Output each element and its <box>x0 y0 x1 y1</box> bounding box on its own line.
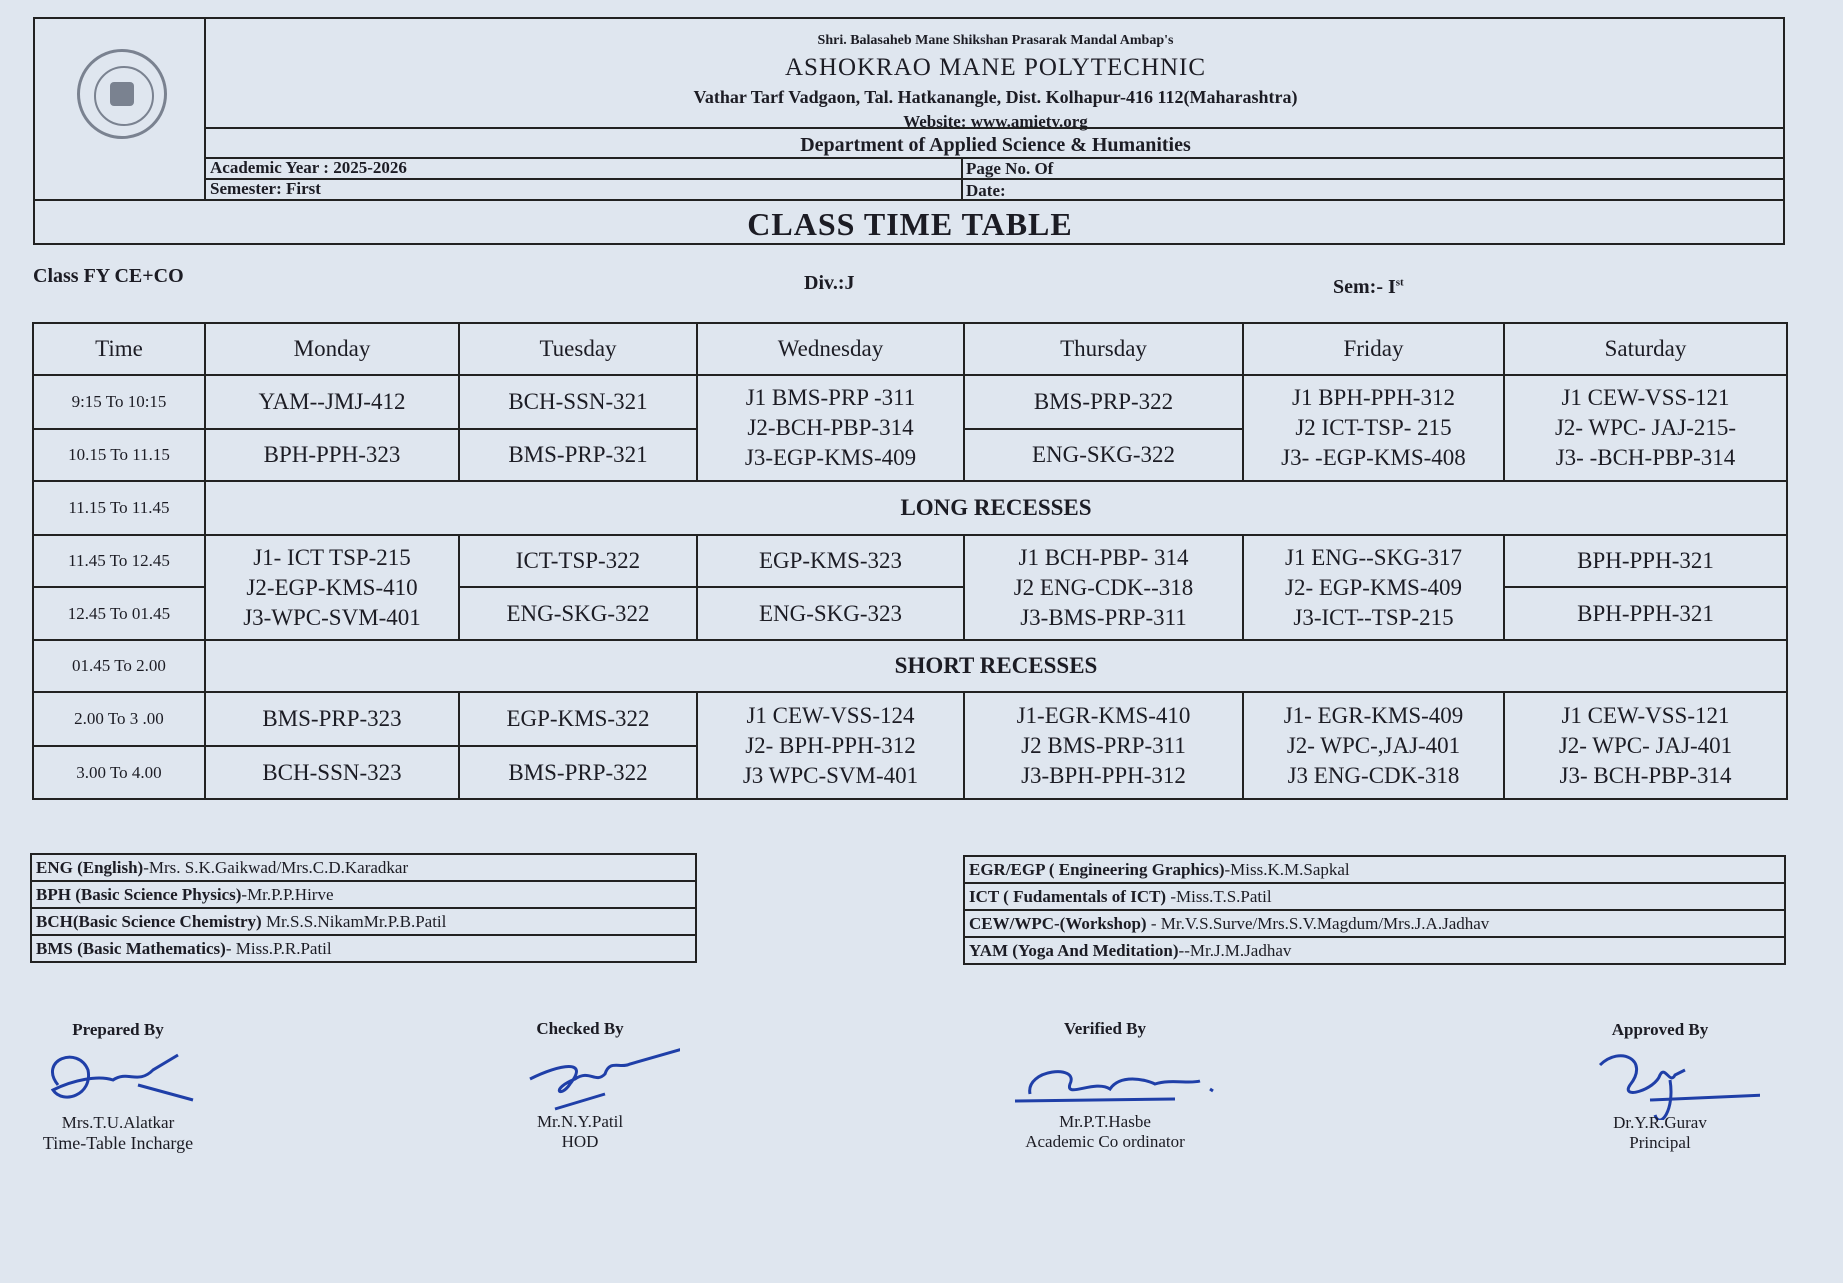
signature-checked <box>480 1019 680 1152</box>
signatory-role: Time-Table Incharge <box>42 1133 194 1153</box>
batch-entry: J2- EGP-KMS-409 <box>1285 574 1462 600</box>
signature-scribble-icon <box>18 1040 218 1120</box>
teacher-name: Mr.S.S.NikamMr.P.B.Patil <box>261 911 447 931</box>
batch-entry: J2- WPC- JAJ-401 <box>1558 732 1733 758</box>
batch-entry: J3- BCH-PBP-314 <box>1559 762 1732 788</box>
subject-code: ENG (English) <box>36 857 144 877</box>
signature-title: Prepared By <box>72 1020 164 1039</box>
tuesday-slot: EGP-KMS-322 <box>459 692 697 746</box>
batch-entry: J3-BMS-PRP-311 <box>1020 604 1187 630</box>
header-friday: Friday <box>1243 323 1504 375</box>
signature-title: Checked By <box>536 1019 624 1038</box>
time-slot: 3.00 To 4.00 <box>33 746 205 799</box>
table-row <box>33 375 1787 429</box>
batch-entry: J2 BMS-PRP-311 <box>1021 732 1186 758</box>
teacher-name: -Miss.T.S.Patil <box>1166 886 1272 906</box>
subject-code: CEW/WPC-(Workshop) <box>969 913 1147 933</box>
signature-title: Verified By <box>1063 1019 1146 1038</box>
time-slot: 12.45 To 01.45 <box>33 587 205 640</box>
page-number: Page No. Of <box>966 159 1054 178</box>
subject-code: YAM (Yoga And Meditation) <box>969 940 1179 960</box>
class-label: Class FY CE+CO <box>33 265 184 287</box>
signatory-role: Principal <box>1629 1133 1691 1152</box>
subject-code: BPH (Basic Science Physics) <box>36 884 242 904</box>
department-name: Department of Applied Science & Humanities <box>800 134 1191 156</box>
signatory-role: HOD <box>561 1132 599 1151</box>
wednesday-slot: ENG-SKG-323 <box>697 587 964 640</box>
teacher-name: -Mr.P.P.Hirve <box>241 884 334 904</box>
monday-slot: BCH-SSN-323 <box>205 746 459 799</box>
batch-entry: J1 ENG--SKG-317 <box>1285 544 1462 570</box>
batch-entry: J1- EGR-KMS-409 <box>1283 702 1464 728</box>
timetable <box>32 322 1788 800</box>
legend-row <box>964 856 1785 883</box>
batch-entry: J3- -BCH-PBP-314 <box>1555 445 1736 470</box>
time-slot: 9:15 To 10:15 <box>33 375 205 429</box>
thursday-slot: ENG-SKG-322 <box>964 429 1243 481</box>
time-slot: 11.45 To 12.45 <box>33 535 205 587</box>
signature-title: Approved By <box>1611 1020 1709 1039</box>
teacher-name: --Mr.J.M.Jadhav <box>1178 940 1292 960</box>
header-monday: Monday <box>205 323 459 375</box>
wednesday-lab-slot <box>697 692 964 799</box>
saturday-lab-slot <box>1504 375 1787 481</box>
subject-code: BCH(Basic Science Chemistry) <box>36 911 262 931</box>
signature-scribble-icon <box>480 1039 680 1119</box>
saturday-lab-slot <box>1504 692 1787 799</box>
saturday-slot: BPH-PPH-321 <box>1504 587 1787 640</box>
document-title: CLASS TIME TABLE <box>747 206 1073 242</box>
signature-approved <box>1560 1020 1760 1153</box>
time-slot: 2.00 To 3 .00 <box>33 692 205 746</box>
short-recess: SHORT RECESSES <box>205 640 1787 692</box>
teacher-name: -Mrs. S.K.Gaikwad/Mrs.C.D.Karadkar <box>143 857 409 877</box>
legend-row <box>31 908 696 935</box>
document-header <box>33 17 1785 245</box>
legend-row <box>964 937 1785 964</box>
signatory-role: Academic Co ordinator <box>1025 1132 1185 1151</box>
batch-entry: J2 ICT-TSP- 215 <box>1295 415 1452 440</box>
tuesday-slot: ICT-TSP-322 <box>459 535 697 587</box>
batch-entry: J3 WPC-SVM-401 <box>742 762 919 788</box>
saturday-slot: BPH-PPH-321 <box>1504 535 1787 587</box>
batch-entry: J3-WPC-SVM-401 <box>243 604 421 630</box>
institute-website: Website: www.amietv.org <box>903 112 1088 131</box>
batch-entry: J1 CEW-VSS-121 <box>1561 385 1730 410</box>
date-field: Date: <box>966 181 1006 200</box>
signature-prepared <box>18 1020 218 1154</box>
batch-entry: J2 ENG-CDK--318 <box>1013 574 1194 600</box>
batch-entry: J2- WPC- JAJ-215- <box>1554 415 1737 440</box>
batch-entry: J1 BPH-PPH-312 <box>1292 385 1455 410</box>
trust-name: Shri. Balasaheb Mane Shikshan Prasarak Mandal Ambap's <box>817 33 1174 48</box>
batch-entry: J1 CEW-VSS-121 <box>1561 702 1730 728</box>
batch-entry: J1-EGR-KMS-410 <box>1016 702 1191 728</box>
teacher-name: - Mr.V.S.Surve/Mrs.S.V.Magdum/Mrs.J.A.Jadhav <box>1146 913 1490 933</box>
friday-lab-slot <box>1243 535 1504 640</box>
institute-name: ASHOKRAO MANE POLYTECHNIC <box>784 54 1207 81</box>
batch-entry: J2-BCH-PBP-314 <box>747 415 914 440</box>
batch-entry: J1 CEW-VSS-124 <box>746 702 915 728</box>
monday-slot: BMS-PRP-323 <box>205 692 459 746</box>
friday-lab-slot <box>1243 375 1504 481</box>
legend-row <box>964 883 1785 910</box>
header-thursday: Thursday <box>964 323 1243 375</box>
monday-slot: BPH-PPH-323 <box>205 429 459 481</box>
batch-entry: J1- ICT TSP-215 <box>253 544 411 570</box>
legend-row <box>964 910 1785 937</box>
institute-logo-icon <box>77 49 167 139</box>
batch-entry: J3 ENG-CDK-318 <box>1287 762 1460 788</box>
legend-row <box>31 881 696 908</box>
signatory-name: Mr.N.Y.Patil <box>536 1112 624 1131</box>
signature-scribble-icon <box>985 1039 1225 1119</box>
recess-row <box>33 640 1787 692</box>
subject-code: BMS (Basic Mathematics) <box>36 938 226 958</box>
time-slot: 01.45 To 2.00 <box>33 640 205 692</box>
batch-entry: J3-ICT--TSP-215 <box>1293 604 1454 630</box>
teacher-name: -Miss.K.M.Sapkal <box>1224 859 1350 879</box>
signature-verified <box>985 1019 1225 1152</box>
batch-entry: J1 BCH-PBP- 314 <box>1018 544 1189 570</box>
monday-lab-slot <box>205 535 459 640</box>
wednesday-lab-slot <box>697 375 964 481</box>
legend-right <box>963 855 1786 965</box>
table-row <box>33 535 1787 587</box>
header-saturday: Saturday <box>1504 323 1787 375</box>
academic-year: Academic Year : 2025-2026 <box>210 158 407 177</box>
teacher-name: - Miss.P.R.Patil <box>225 938 332 958</box>
wednesday-slot: EGP-KMS-323 <box>697 535 964 587</box>
header-time: Time <box>33 323 205 375</box>
time-slot: 11.15 To 11.45 <box>33 481 205 535</box>
table-row <box>33 692 1787 746</box>
tuesday-slot: BCH-SSN-321 <box>459 375 697 429</box>
thursday-lab-slot <box>964 692 1243 799</box>
legend-left <box>30 853 697 963</box>
table-header-row <box>33 323 1787 375</box>
batch-entry: J1 BMS-PRP -311 <box>745 385 916 410</box>
signatory-name: Dr.Y.R.Gurav <box>1613 1113 1707 1132</box>
batch-entry: J2-EGP-KMS-410 <box>246 574 418 600</box>
header-tuesday: Tuesday <box>459 323 697 375</box>
tuesday-slot: ENG-SKG-322 <box>459 587 697 640</box>
header-wednesday: Wednesday <box>697 323 964 375</box>
legend-row <box>31 935 696 962</box>
monday-slot: YAM--JMJ-412 <box>205 375 459 429</box>
batch-entry: J3-EGP-KMS-409 <box>744 445 917 470</box>
batch-entry: J3-BPH-PPH-312 <box>1021 762 1186 788</box>
tuesday-slot: BMS-PRP-322 <box>459 746 697 799</box>
tuesday-slot: BMS-PRP-321 <box>459 429 697 481</box>
signatory-name: Mrs.T.U.Alatkar <box>61 1113 175 1132</box>
legend-row <box>31 854 696 881</box>
signatory-name: Mr.P.T.Hasbe <box>1059 1112 1151 1131</box>
signature-scribble-icon <box>1560 1040 1760 1120</box>
batch-entry: J2- WPC-,JAJ-401 <box>1286 732 1461 758</box>
semester-label: Sem:- Ist <box>1333 276 1404 298</box>
friday-lab-slot <box>1243 692 1504 799</box>
subject-code: EGR/EGP ( Engineering Graphics) <box>969 859 1225 879</box>
long-recess: LONG RECESSES <box>205 481 1787 535</box>
division-label: Div.:J <box>804 272 855 294</box>
semester: Semester: First <box>210 179 321 198</box>
institute-address: Vathar Tarf Vadgaon, Tal. Hatkanangle, Dist. Kolhapur-416 112(Maharashtra) <box>693 87 1298 107</box>
recess-row <box>33 481 1787 535</box>
logo-cell <box>35 19 206 199</box>
batch-entry: J3- -EGP-KMS-408 <box>1281 445 1466 470</box>
thursday-lab-slot <box>964 535 1243 640</box>
batch-entry: J2- BPH-PPH-312 <box>745 732 916 758</box>
thursday-slot: BMS-PRP-322 <box>964 375 1243 429</box>
subject-code: ICT ( Fudamentals of ICT) <box>969 886 1167 906</box>
time-slot: 10.15 To 11.15 <box>33 429 205 481</box>
